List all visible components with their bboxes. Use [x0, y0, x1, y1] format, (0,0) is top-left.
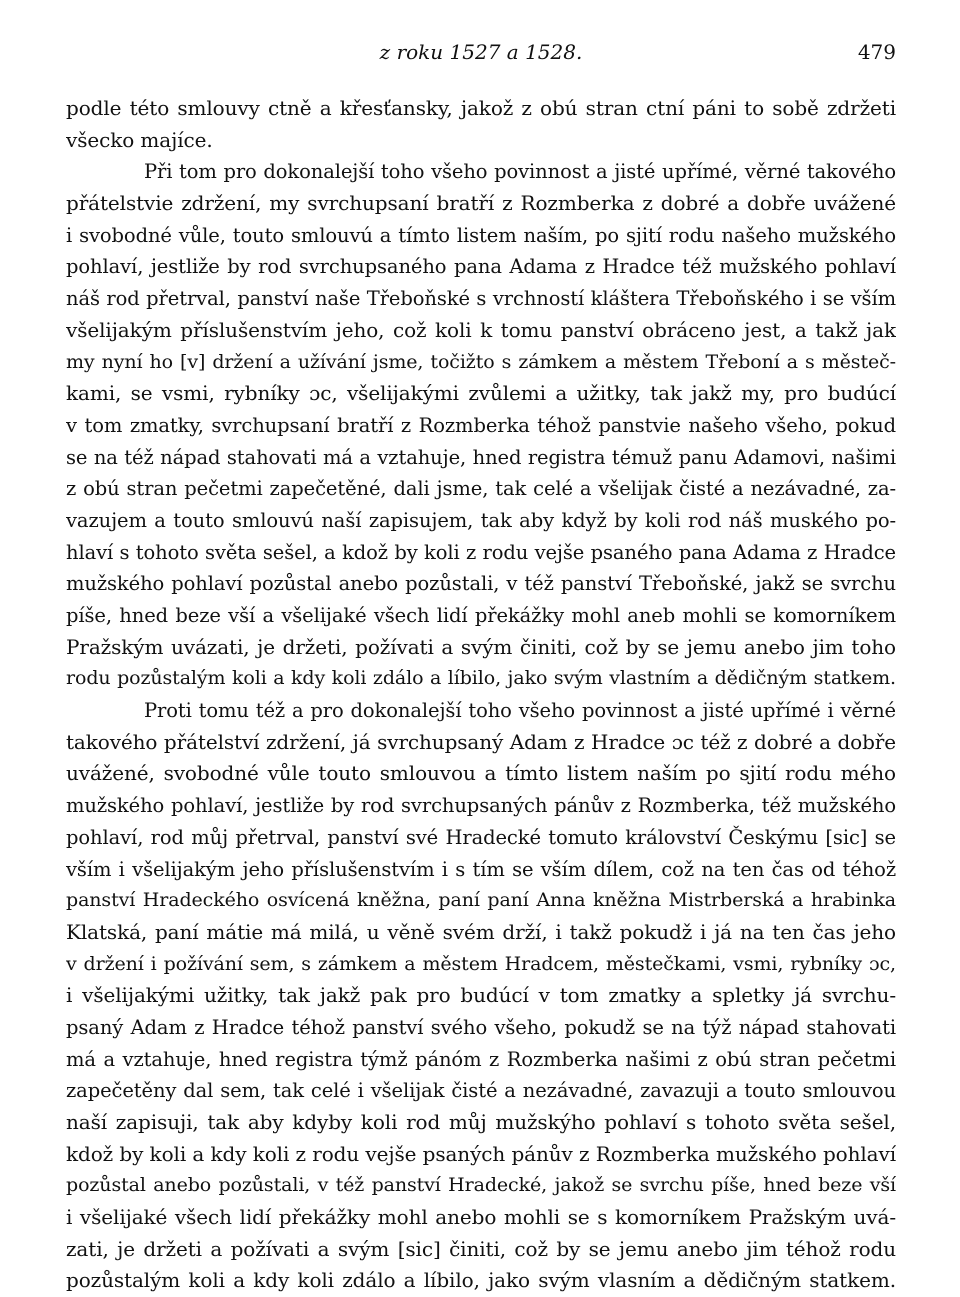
text-line: Při tom pro dokonalejší toho všeho povinnost a jisté upřímé, věrné takového: [144, 160, 896, 184]
text-line: i všelijakými užitky, tak jakž pak pro budúcí v tom zmatky a spletky já svrchu-: [66, 983, 896, 1008]
text-line: kami, se vsmi, rybníky ɔc, všelijakými zvůlemi a užitky, tak jakž my, pro budúcí: [66, 381, 896, 406]
page-header: [66, 40, 896, 72]
text-line: náš rod přetrval, panství naše Třeboňské s vrchností kláštera Třeboňského i se vším: [66, 287, 896, 311]
text-line: podle této smlouvy ctně a křesťansky, jakož z obú stran ctní páni to sobě zdržeti: [66, 96, 896, 120]
text-line: zapečetěny dal sem, tak celé i všelijak čisté a nezávadné, zavazuji a touto smlouvou: [66, 1079, 896, 1103]
text-line: píše, hned beze vší a všelijaké všech lidí překážky mohl aneb mohli se komorníkem: [66, 604, 896, 627]
text-line: i svobodné vůle, touto smlouvú a tímto listem naším, po sjití rodu našeho mužského: [66, 223, 896, 247]
text-line: má a vztahuje, hned registra týmž pánóm z Rozmberka našimi z obú stran pečetmi: [66, 1047, 896, 1071]
text-line: kdož by koli a kdy koli z rodu vejše psaných pánův z Rozmberka mužského pohlaví: [66, 1141, 896, 1166]
text-line: Pražským uvázati, je držeti, požívati a svým činiti, což by se jemu anebo jim toho: [66, 634, 896, 659]
text-line: pozůstal anebo pozůstali, v též panství Hradecké, jakož se svrchu píše, hned beze vší: [66, 1174, 896, 1197]
text-line: vazujem a touto smlouvú naší zapisujem, tak aby když by koli rod náš muského po-: [66, 508, 896, 532]
body-text: [66, 93, 896, 1297]
text-line: se na též nápad stahovati má a vztahuje, hned registra témuž panu Adamovi, našimi: [66, 445, 896, 469]
text-line: naší zapisuji, tak aby kdyby koli rod můj mužskýho pohlaví s tohoto světa sešel,: [66, 1110, 896, 1134]
text-line: my nyní ho [v] držení a užívání jsme, točižto s zámkem a městem Třeboní a s městeč-: [66, 350, 896, 373]
running-title: z roku 1527 a 1528.: [379, 40, 583, 64]
text-line: uvážené, svobodné vůle touto smlouvou a tímto listem naším po sjití rodu mého: [66, 761, 896, 786]
text-line: panství Hradeckého osvícená kněžna, paní paní Anna kněžna Mistrberská a hrabinka: [66, 889, 896, 912]
text-line: takového přátelství zdržení, já svrchupsaný Adam z Hradce ɔc též z dobré a dobře: [66, 729, 896, 754]
text-line: mužského pohlaví pozůstal anebo pozůstali, v též panství Třeboňské, jakž se svrchu: [66, 572, 896, 596]
text-line: mužského pohlaví, jestliže by rod svrchupsaných pánův z Rozmberka, též mužského: [66, 794, 896, 818]
text-line: přátelstvie zdržení, my svrchupsaní bratří z Rozmberka z dobré a dobře uvážené: [66, 191, 896, 216]
text-line: pohlaví, rod můj přetrval, panství své Hradecké tomuto království Českýmu [sic] se: [66, 825, 896, 849]
text-line: zati, je držeti a požívati a svým [sic] činiti, což by se jemu anebo jim téhož rodu: [66, 1236, 896, 1261]
text-line: i všelijaké všech lidí překážky mohl anebo mohli se s komorníkem Pražským uvá-: [66, 1205, 896, 1230]
text-line: z obú stran pečetmi zapečetěné, dali jsme, tak celé a všelijak čisté a nezávadné, za-: [66, 477, 896, 501]
text-line: Klatská, paní mátie má milá, u věně svém drží, i takž pokudž i já na ten čas jeho: [66, 919, 896, 944]
text-line: všelijakým příslušenstvím jeho, což koli k tomu panství obráceno jest, a takž jak: [66, 317, 896, 342]
text-line: hlaví s tohoto světa sešel, a kdož by koli z rodu vejše psaného pana Adama z Hradce: [66, 540, 896, 564]
text-line: Proti tomu též a pro dokonalejší toho všeho povinnost a jisté upřímé i věrné: [144, 699, 896, 723]
text-line: pozůstalým koli a kdy koli zdálo a líbilo, jako svým vlasním a dědičným statkem.: [66, 1268, 896, 1293]
text-line: rodu pozůstalým koli a kdy koli zdálo a líbilo, jako svým vlastním a dědičným statkem.: [66, 667, 896, 690]
text-line: všecko majíce.: [66, 127, 213, 152]
text-line: v držení i požívání sem, s zámkem a městem Hradcem, městečkami, vsmi, rybníky ɔc,: [66, 952, 896, 975]
text-line: v tom zmatky, svrchupsaní bratří z Rozmberka téhož panstvie našeho všeho, pokud: [66, 413, 896, 437]
text-line: psaný Adam z Hradce téhož panství svého všeho, pokudž se na týž nápad stahovati: [66, 1015, 896, 1039]
page-number: 479: [857, 40, 896, 64]
text-line: pohlaví, jestliže by rod svrchupsaného pana Adama z Hradce též mužského pohlaví: [66, 255, 896, 279]
text-line: vším i všelijakým jeho příslušenstvím i s tím se vším dílem, což na ten čas od téhož: [66, 857, 896, 881]
